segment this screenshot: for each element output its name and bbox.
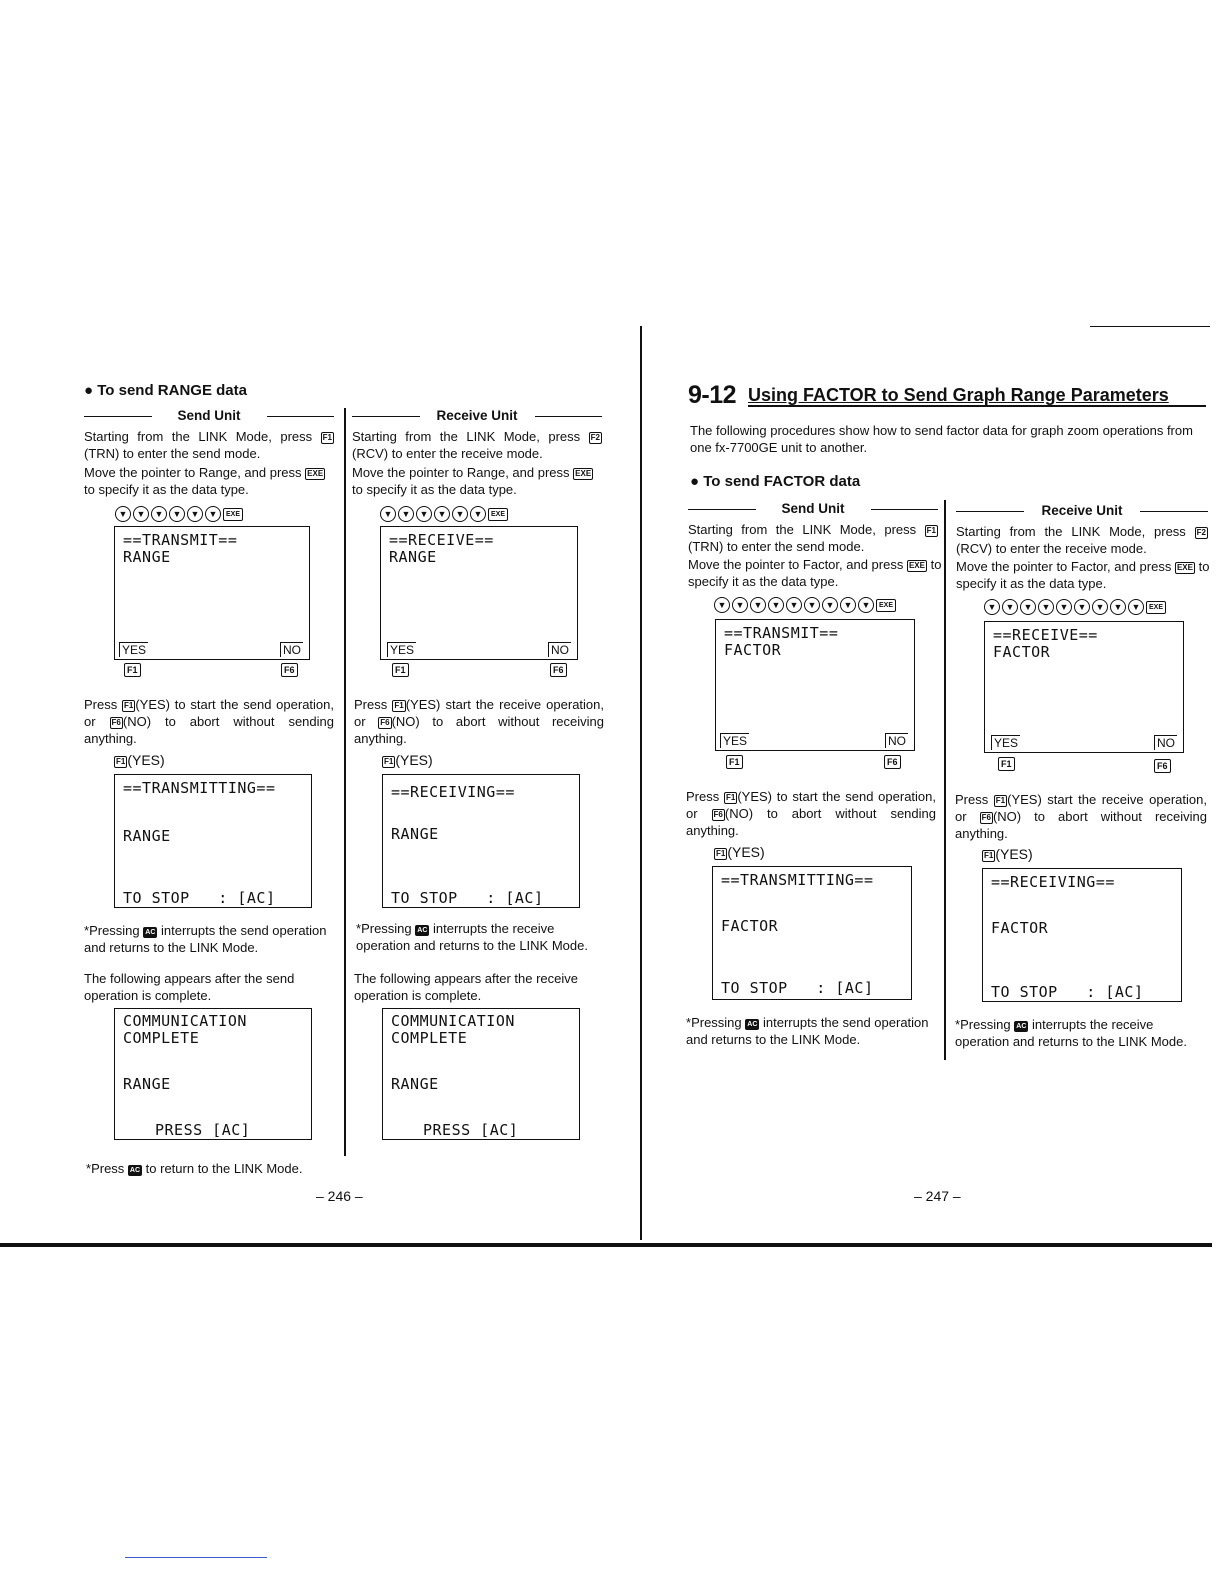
screen-line: RANGE: [389, 548, 437, 566]
f1-key-icon: F1: [116, 757, 126, 766]
down-arrow-key-icon: ▼: [398, 506, 414, 522]
section-number: 9-12: [688, 381, 737, 409]
right-send-p1: Starting from the LINK Mode, press F1(TRN) to enter the send mode.: [688, 522, 936, 554]
left-send-key-sequence: [115, 506, 243, 522]
ac-key-icon: AC: [417, 927, 428, 934]
left-receive-screen-receive: [380, 526, 578, 660]
down-arrow-key-icon: ▼: [434, 506, 450, 522]
bullet-icon: ●: [84, 382, 98, 399]
f1-key-icon: F1: [124, 663, 141, 677]
f1-key-icon: F1: [322, 433, 332, 442]
screen-line: ==RECEIVE==: [993, 626, 1098, 644]
down-arrow-key-icon: ▼: [1110, 599, 1126, 615]
ac-key-icon: AC: [1016, 1023, 1027, 1030]
left-send-unit-title: Send Unit: [84, 408, 334, 424]
right-send-unit-title: Send Unit: [688, 501, 938, 517]
right-send-screen-transmitting: [712, 866, 912, 1000]
exe-key-icon: EXE: [307, 469, 324, 478]
bullet-icon: ●: [690, 473, 704, 490]
left-receive-p4: The following appears after the receive operation is complete.: [354, 971, 579, 1003]
f1-key-icon: F1: [995, 796, 1006, 805]
section-title-rule: [748, 405, 1206, 407]
no-softkey: NO: [280, 642, 303, 657]
screen-line: FACTOR: [993, 643, 1051, 661]
bottom-rule: [0, 1243, 1212, 1247]
right-column-divider: [944, 500, 946, 1060]
yes-softkey: YES: [991, 735, 1020, 750]
section-intro: The following procedures show how to send factor data for graph zoom operations from one fx-7700GE unit to another.: [690, 423, 1193, 455]
screen-line: RANGE: [123, 548, 171, 566]
left-send-p1: Starting from the LINK Mode, press F1(TRN) to enter the send mode.: [84, 429, 332, 461]
down-arrow-key-icon: ▼: [858, 597, 874, 613]
f6-key-icon: F6: [550, 663, 567, 677]
page-number-247: – 247 –: [914, 1188, 961, 1204]
screen-line: FACTOR: [721, 917, 779, 935]
down-arrow-key-icon: ▼: [452, 506, 468, 522]
f2-key-icon: F2: [590, 433, 600, 442]
yes-softkey: YES: [387, 642, 416, 657]
right-receive-screen-receive: [984, 621, 1184, 753]
down-arrow-key-icon: ▼: [133, 506, 149, 522]
exe-key-icon: EXE: [1146, 601, 1166, 614]
screen-line: TO STOP : [AC]: [123, 889, 276, 907]
left-send-p4: The following appears after the send operation is complete.: [84, 971, 295, 1003]
down-arrow-key-icon: ▼: [1020, 599, 1036, 615]
left-column-divider: [344, 408, 346, 1156]
left-receive-p2: Move the pointer to Range, and press EXE to specify it as the data type.: [352, 465, 592, 497]
yes-softkey: YES: [119, 642, 148, 657]
down-arrow-key-icon: ▼: [187, 506, 203, 522]
left-receive-step: F1 (YES): [384, 752, 433, 768]
down-arrow-key-icon: ▼: [840, 597, 856, 613]
no-softkey: NO: [548, 642, 571, 657]
left-receive-screen-complete: [382, 1008, 580, 1140]
ac-key-icon: AC: [747, 1021, 758, 1028]
screen-line: ==RECEIVE==: [389, 531, 494, 549]
screen-line: COMPLETE: [391, 1029, 468, 1047]
left-send-step: F1 (YES): [116, 752, 165, 768]
exe-key-icon: EXE: [223, 508, 243, 521]
down-arrow-key-icon: ▼: [115, 506, 131, 522]
right-receive-unit-title: Receive Unit: [956, 503, 1208, 519]
screen-line: FACTOR: [724, 641, 782, 659]
no-softkey: NO: [885, 733, 908, 748]
f6-key-icon: F6: [380, 718, 390, 727]
screen-line: FACTOR: [991, 919, 1049, 937]
down-arrow-key-icon: ▼: [1128, 599, 1144, 615]
right-send-key-sequence: [714, 597, 896, 613]
f1-key-icon: F1: [726, 755, 743, 769]
page-spine: [640, 326, 642, 1240]
no-softkey: NO: [1154, 735, 1177, 750]
down-arrow-key-icon: ▼: [786, 597, 802, 613]
down-arrow-key-icon: ▼: [416, 506, 432, 522]
left-send-screen-complete: [114, 1008, 312, 1140]
down-arrow-key-icon: ▼: [1056, 599, 1072, 615]
screen-line: ==RECEIVING==: [391, 783, 515, 801]
left-heading-text: To send RANGE data: [97, 382, 247, 399]
left-send-screen-transmitting: [114, 774, 312, 908]
down-arrow-key-icon: ▼: [380, 506, 396, 522]
left-receive-note1: *Pressing AC interrupts the receive operation and returns to the LINK Mode.: [356, 921, 588, 953]
right-heading-text: To send FACTOR data: [703, 473, 861, 490]
f1-key-icon: F1: [124, 701, 134, 710]
screen-line: TO STOP : [AC]: [391, 889, 544, 907]
left-heading: [84, 382, 247, 399]
screen-line: ==TRANSMITTING==: [123, 779, 276, 797]
top-right-rule: [1090, 326, 1210, 327]
f6-key-icon: F6: [981, 813, 991, 822]
left-send-note1: *Pressing AC interrupts the send operation and returns to the LINK Mode.: [84, 923, 327, 955]
right-send-p3: Press F1 (YES) to start the send operation, or F6 (NO) to abort without sending anything.: [686, 789, 936, 838]
down-arrow-key-icon: ▼: [169, 506, 185, 522]
left-receive-unit-title: Receive Unit: [352, 408, 602, 424]
down-arrow-key-icon: ▼: [804, 597, 820, 613]
f1-key-icon: F1: [394, 701, 404, 710]
right-receive-note1: *Pressing AC interrupts the receive operation and returns to the LINK Mode.: [955, 1017, 1187, 1049]
f2-key-icon: F2: [1196, 528, 1206, 537]
left-receive-p3: Press F1 (YES) start the receive operation, or F6 (NO) to abort without receiving anything.: [354, 697, 604, 746]
screen-line: ==TRANSMIT==: [123, 531, 238, 549]
screen-line: ==TRANSMITTING==: [721, 871, 874, 889]
right-receive-key-sequence: [984, 599, 1166, 615]
down-arrow-key-icon: ▼: [1092, 599, 1108, 615]
down-arrow-key-icon: ▼: [984, 599, 1000, 615]
screen-line: ==TRANSMIT==: [724, 624, 839, 642]
screen-line: TO STOP : [AC]: [721, 979, 874, 997]
f6-key-icon: F6: [1154, 759, 1171, 773]
left-receive-screen-receiving: [382, 774, 580, 908]
screen-line: PRESS [AC]: [423, 1121, 519, 1139]
exe-key-icon: EXE: [575, 469, 592, 478]
right-send-note1: *Pressing AC interrupts the send operation and returns to the LINK Mode.: [686, 1015, 929, 1047]
screen-line: RANGE: [123, 827, 171, 845]
yes-softkey: YES: [720, 733, 749, 748]
down-arrow-key-icon: ▼: [1038, 599, 1054, 615]
ac-key-icon: AC: [129, 1167, 141, 1174]
right-receive-p1: Starting from the LINK Mode, press F2(RCV) to enter the receive mode.: [956, 524, 1206, 556]
left-receive-p1: Starting from the LINK Mode, press F2(RCV) to enter the receive mode.: [352, 429, 600, 461]
f6-key-icon: F6: [713, 810, 723, 819]
f1-key-icon: F1: [726, 793, 736, 802]
right-receive-p3: Press F1 (YES) start the receive operation, or F6 (NO) to abort without receiving anything.: [955, 792, 1207, 841]
f6-key-icon: F6: [884, 755, 901, 769]
exe-key-icon: EXE: [876, 599, 896, 612]
bottom-link-rule: [125, 1557, 267, 1558]
down-arrow-key-icon: ▼: [1074, 599, 1090, 615]
screen-line: COMPLETE: [123, 1029, 200, 1047]
right-receive-step: F1 (YES): [984, 846, 1033, 862]
down-arrow-key-icon: ▼: [732, 597, 748, 613]
down-arrow-key-icon: ▼: [470, 506, 486, 522]
down-arrow-key-icon: ▼: [151, 506, 167, 522]
f6-key-icon: F6: [111, 718, 121, 727]
left-send-p2: Move the pointer to Range, and press EXE to specify it as the data type.: [84, 465, 324, 497]
screen-line: RANGE: [391, 825, 439, 843]
down-arrow-key-icon: ▼: [205, 506, 221, 522]
exe-key-icon: EXE: [1176, 563, 1193, 572]
right-send-step: F1 (YES): [716, 844, 765, 860]
down-arrow-key-icon: ▼: [822, 597, 838, 613]
screen-line: ==RECEIVING==: [991, 873, 1115, 891]
screen-line: RANGE: [123, 1075, 171, 1093]
right-receive-p2: Move the pointer to Factor, and press EXE to specify it as the data type.: [956, 559, 1210, 591]
exe-key-icon: EXE: [488, 508, 508, 521]
screen-line: RANGE: [391, 1075, 439, 1093]
f1-key-icon: F1: [998, 757, 1015, 771]
down-arrow-key-icon: ▼: [1002, 599, 1018, 615]
f1-key-icon: F1: [716, 849, 726, 858]
f1-key-icon: F1: [384, 757, 394, 766]
f1-key-icon: F1: [926, 526, 936, 535]
f1-key-icon: F1: [392, 663, 409, 677]
down-arrow-key-icon: ▼: [714, 597, 730, 613]
left-send-note2: *Press AC to return to the LINK Mode.: [86, 1161, 303, 1176]
page-number-246: – 246 –: [316, 1188, 363, 1204]
screen-line: PRESS [AC]: [155, 1121, 251, 1139]
screen-line: COMMUNICATION: [391, 1012, 515, 1030]
section-title: Using FACTOR to Send Graph Range Parameters: [748, 385, 1169, 405]
f1-key-icon: F1: [984, 851, 994, 860]
exe-key-icon: EXE: [908, 561, 925, 570]
down-arrow-key-icon: ▼: [750, 597, 766, 613]
down-arrow-key-icon: ▼: [768, 597, 784, 613]
left-receive-key-sequence: [380, 506, 508, 522]
left-send-screen-transmit: [114, 526, 310, 660]
left-send-p3: Press F1 (YES) to start the send operation, or F6 (NO) to abort without sending anything.: [84, 697, 334, 746]
screen-line: TO STOP : [AC]: [991, 983, 1144, 1001]
right-send-screen-transmit: [715, 619, 915, 751]
right-heading: [690, 473, 860, 490]
ac-key-icon: AC: [145, 929, 156, 936]
f6-key-icon: F6: [281, 663, 298, 677]
right-receive-screen-receiving: [982, 868, 1182, 1002]
screen-line: COMMUNICATION: [123, 1012, 247, 1030]
right-send-p2: Move the pointer to Factor, and press EXE to specify it as the data type.: [688, 557, 942, 589]
